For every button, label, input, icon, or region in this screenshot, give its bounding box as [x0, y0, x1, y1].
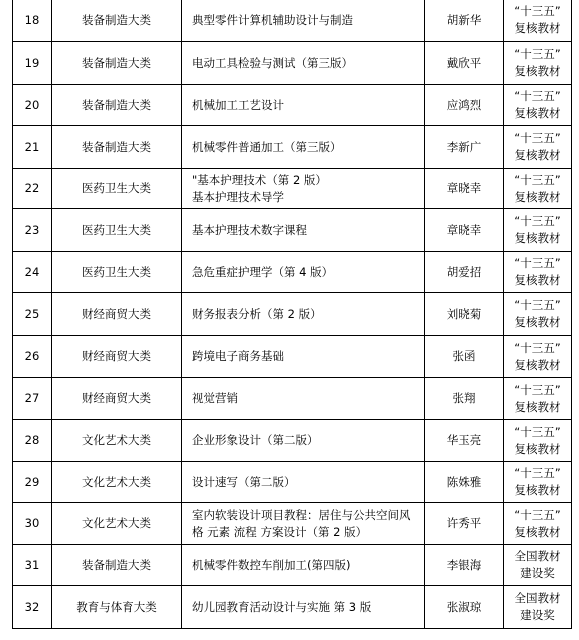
cell-type-text: “十三五” [514, 298, 561, 312]
cell-title-text: "基本护理技术（第 2 版） [192, 172, 327, 187]
cell-number-text: 24 [24, 264, 40, 279]
cell-title-text: 跨境电子商务基础 [192, 349, 284, 363]
cell-title [182, 126, 425, 169]
cell-type-text: “十三五” [514, 89, 561, 103]
cell-type-text: “十三五” [514, 507, 561, 522]
cell-number [13, 252, 52, 293]
cell-category [52, 462, 182, 503]
cell-type [504, 42, 572, 85]
cell-number-text: 26 [24, 349, 40, 363]
cell-number [13, 336, 52, 378]
table-row [13, 545, 572, 586]
cell-type-text: 复核教材 [514, 441, 561, 456]
cell-type [504, 252, 572, 293]
cell-title [182, 336, 425, 378]
cell-type [504, 85, 572, 126]
cell-category [52, 42, 182, 85]
cell-category [52, 586, 182, 629]
cell-number-text: 20 [24, 97, 40, 112]
cell-type-text: “十三五” [514, 214, 561, 228]
cell-number [13, 293, 52, 336]
cell-number-text: 25 [24, 306, 40, 321]
cell-type [504, 126, 572, 169]
cell-number [13, 503, 52, 545]
cell-title [182, 169, 425, 209]
table-row [13, 209, 572, 252]
cell-title [182, 42, 425, 85]
cell-title-text: 视觉营销 [192, 391, 238, 405]
cell-number-text: 23 [24, 222, 40, 237]
cell-category [52, 0, 182, 42]
cell-title-text: 机械零件普通加工（第三版） [192, 139, 342, 154]
textbook-table [12, 0, 572, 629]
cell-author [425, 252, 504, 293]
cell-title [182, 420, 425, 462]
table-row [13, 293, 572, 336]
cell-author [425, 0, 504, 42]
cell-author-text: 章晓幸 [446, 222, 482, 237]
cell-type [504, 462, 572, 503]
cell-category-text: 医药卫生大类 [82, 181, 151, 195]
cell-author [425, 503, 504, 545]
cell-type-text: “十三五” [514, 172, 561, 187]
cell-category [52, 126, 182, 169]
cell-category [52, 252, 182, 293]
table-row [13, 420, 572, 462]
cell-author-text: 张淑琼 [446, 599, 482, 614]
cell-type-text: “十三五” [514, 256, 561, 270]
cell-number [13, 378, 52, 420]
cell-author [425, 169, 504, 209]
cell-author [425, 336, 504, 378]
cell-category-text: 文化艺术大类 [82, 433, 151, 447]
cell-title-text: 格 元素 流程 方案设计（第 2 版） [192, 524, 368, 539]
cell-number-text: 22 [24, 181, 40, 195]
cell-category-text: 医药卫生大类 [82, 222, 151, 237]
cell-author-text: 刘晓菊 [446, 306, 482, 321]
table-row [13, 503, 572, 545]
cell-number [13, 586, 52, 629]
cell-author-text: 章晓幸 [446, 181, 482, 195]
cell-title [182, 545, 425, 586]
cell-number-text: 31 [24, 557, 40, 572]
cell-title-text: 企业形象设计（第二版） [192, 433, 319, 447]
cell-type [504, 169, 572, 209]
cell-author-text: 胡爱招 [446, 264, 482, 279]
cell-type-text: 复核教材 [514, 399, 561, 414]
cell-type-text: 复核教材 [514, 106, 561, 120]
cell-category-text: 财经商贸大类 [82, 306, 151, 321]
cell-number [13, 420, 52, 462]
cell-author [425, 420, 504, 462]
cell-author [425, 126, 504, 169]
cell-type-text: 复核教材 [514, 273, 561, 287]
cell-author-text: 张函 [452, 349, 476, 363]
cell-title-text: 幼儿园教育活动设计与实施 第 3 版 [192, 599, 372, 614]
cell-author [425, 85, 504, 126]
cell-number-text: 18 [24, 12, 40, 27]
cell-title-text: 机械加工工艺设计 [192, 97, 284, 112]
cell-author-text: 应鸿烈 [446, 97, 482, 112]
cell-type-text: 复核教材 [514, 483, 561, 497]
cell-title-text: 设计速写（第二版） [192, 474, 296, 489]
cell-author-text: 胡新华 [446, 12, 482, 27]
cell-author [425, 545, 504, 586]
cell-type-text: 复核教材 [514, 315, 561, 329]
cell-title [182, 209, 425, 252]
cell-type [504, 209, 572, 252]
table-row [13, 252, 572, 293]
cell-category-text: 装备制造大类 [82, 557, 151, 572]
cell-type [504, 503, 572, 545]
cell-title-text: 室内软装设计项目教程：居住与公共空间风 [192, 507, 411, 522]
cell-type-text: 复核教材 [514, 231, 561, 245]
table-row [13, 586, 572, 629]
cell-category [52, 378, 182, 420]
cell-title-text: 基本护理技术导学 [192, 189, 284, 204]
cell-title [182, 0, 425, 42]
cell-number-text: 30 [24, 516, 40, 530]
cell-category-text: 文化艺术大类 [82, 516, 151, 530]
cell-type-text: “十三五” [514, 466, 561, 480]
cell-type [504, 0, 572, 42]
cell-title [182, 586, 425, 629]
cell-number [13, 126, 52, 169]
cell-number-text: 19 [24, 55, 40, 70]
cell-author-text: 张翔 [452, 391, 476, 405]
table-row [13, 169, 572, 209]
cell-type-text: 全国教材 [514, 591, 561, 605]
cell-type-text: 复核教材 [514, 189, 561, 204]
cell-number [13, 85, 52, 126]
cell-title-text: 典型零件计算机辅助设计与制造 [192, 12, 353, 27]
cell-number-text: 32 [24, 599, 40, 614]
cell-author [425, 42, 504, 85]
cell-author-text: 戴欣平 [446, 55, 482, 70]
cell-author [425, 462, 504, 503]
cell-author-text: 李新广 [446, 139, 482, 154]
cell-type-text: “十三五” [514, 340, 561, 355]
cell-title [182, 85, 425, 126]
cell-title [182, 462, 425, 503]
cell-author-text: 陈姝雅 [446, 474, 482, 489]
cell-category-text: 财经商贸大类 [82, 349, 151, 363]
cell-type [504, 420, 572, 462]
cell-title [182, 503, 425, 545]
cell-title [182, 378, 425, 420]
cell-type [504, 378, 572, 420]
cell-title-text: 财务报表分析（第 2 版） [192, 306, 322, 321]
cell-type-text: 复核教材 [514, 357, 561, 372]
table-body [13, 0, 572, 629]
cell-type-text: 复核教材 [514, 21, 561, 35]
cell-author [425, 293, 504, 336]
cell-type-text: 复核教材 [514, 148, 561, 162]
cell-title-text: 电动工具检验与测试（第三版） [192, 55, 353, 70]
cell-title-text: 急危重症护理学（第 4 版） [192, 264, 334, 279]
cell-number [13, 0, 52, 42]
cell-author [425, 209, 504, 252]
cell-title-text: 基本护理技术数字课程 [192, 222, 307, 237]
cell-title [182, 252, 425, 293]
table-row [13, 378, 572, 420]
cell-title [182, 293, 425, 336]
cell-type [504, 336, 572, 378]
cell-number [13, 209, 52, 252]
cell-type-text: “十三五” [514, 131, 561, 145]
cell-category-text: 财经商贸大类 [82, 391, 151, 405]
cell-type [504, 293, 572, 336]
cell-type-text: “十三五” [514, 424, 561, 439]
table-row [13, 85, 572, 126]
cell-author-text: 李银海 [446, 557, 482, 572]
cell-category [52, 85, 182, 126]
table-row [13, 0, 572, 42]
cell-author-text: 许秀平 [446, 516, 482, 530]
cell-title-text: 机械零件数控车削加工(第四版) [192, 557, 351, 572]
cell-type-text: 复核教材 [514, 524, 561, 539]
cell-type [504, 545, 572, 586]
cell-number-text: 28 [24, 433, 40, 447]
cell-category [52, 169, 182, 209]
cell-category-text: 教育与体育大类 [76, 599, 157, 614]
cell-category-text: 装备制造大类 [82, 55, 151, 70]
cell-author-text: 华玉亮 [446, 433, 482, 447]
cell-category-text: 装备制造大类 [82, 139, 151, 154]
cell-type-text: 建设奖 [520, 608, 555, 622]
table-row [13, 462, 572, 503]
cell-type-text: “十三五” [514, 382, 561, 397]
table-row [13, 42, 572, 85]
cell-category-text: 文化艺术大类 [82, 474, 151, 489]
cell-type [504, 586, 572, 629]
table-row [13, 336, 572, 378]
cell-number [13, 42, 52, 85]
cell-category-text: 医药卫生大类 [82, 264, 151, 279]
cell-category [52, 209, 182, 252]
cell-type-text: 建设奖 [520, 566, 555, 580]
cell-type-text: “十三五” [514, 47, 561, 61]
cell-category [52, 420, 182, 462]
cell-number [13, 545, 52, 586]
cell-type-text: 复核教材 [514, 64, 561, 78]
cell-number-text: 27 [24, 391, 40, 405]
table-row [13, 126, 572, 169]
cell-type-text: 全国教材 [514, 549, 561, 563]
cell-category [52, 336, 182, 378]
cell-category [52, 503, 182, 545]
cell-author [425, 586, 504, 629]
cell-category-text: 装备制造大类 [82, 97, 151, 112]
cell-type-text: “十三五” [514, 4, 561, 18]
cell-category [52, 293, 182, 336]
cell-category [52, 545, 182, 586]
cell-author [425, 378, 504, 420]
cell-number-text: 21 [24, 139, 40, 154]
cell-number [13, 462, 52, 503]
cell-category-text: 装备制造大类 [82, 12, 151, 27]
cell-number [13, 169, 52, 209]
cell-number-text: 29 [24, 474, 40, 489]
